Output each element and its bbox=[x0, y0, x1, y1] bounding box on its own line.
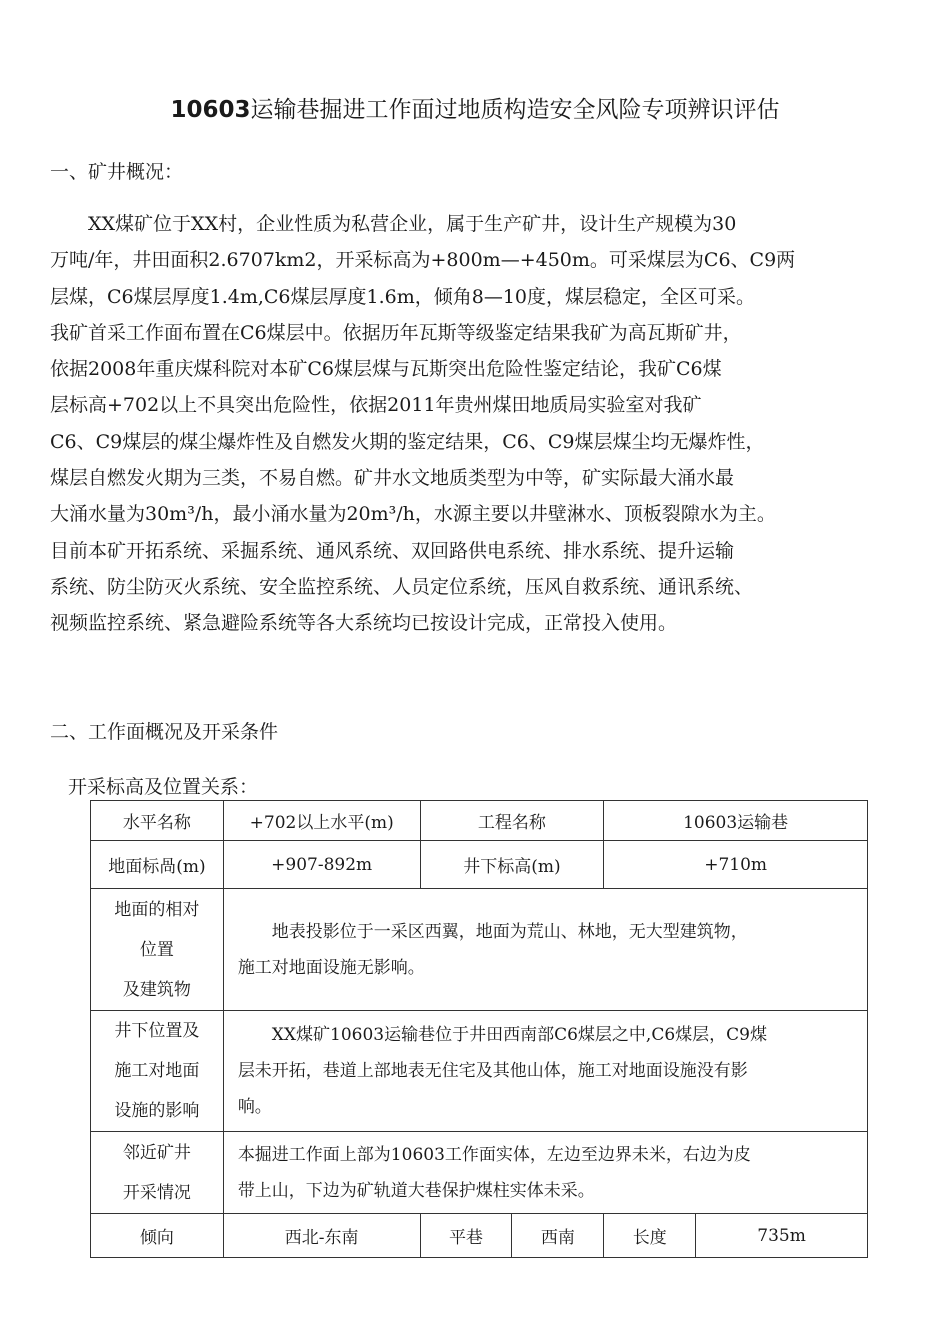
table-label-cell bbox=[91, 1132, 224, 1214]
table-cell: 西南 bbox=[512, 1214, 604, 1258]
cell-line: 响。 bbox=[237, 1097, 272, 1117]
table-cell: +702以上水平(m) bbox=[223, 801, 420, 841]
table-cell: 工程名称 bbox=[420, 801, 604, 841]
table-caption: 开采标高及位置关系： bbox=[68, 776, 259, 798]
cell-line: XX煤矿10603运输巷位于井田西南部C6煤层之中,C6煤层，C9煤 bbox=[237, 1025, 767, 1045]
para-line: 煤层自燃发火期为三类，不易自燃。矿井水文地质类型为中等，矿实际最大涌水最 bbox=[50, 467, 735, 490]
para-line: 依据2008年重庆煤科院对本矿C6煤层煤与瓦斯突出危险性鉴定结论，我矿C6煤 bbox=[50, 358, 722, 381]
label-line: 设施的影响 bbox=[114, 1101, 200, 1121]
table-cell: 井下标高(m) bbox=[420, 841, 604, 889]
para-line: 目前本矿开拓系统、采掘系统、通风系统、双回路供电系统、排水系统、提升运输 bbox=[50, 539, 735, 562]
cell-line: 施工对地面设施无影响。 bbox=[237, 957, 425, 978]
para-line: 系统、防尘防灭火系统、安全监控系统、人员定位系统，压风自救系统、通讯系统、 bbox=[50, 575, 754, 598]
mine-overview-paragraph bbox=[50, 206, 912, 642]
table-row bbox=[91, 801, 868, 841]
table-cell: 735m bbox=[696, 1214, 868, 1258]
document-title bbox=[0, 93, 950, 127]
table-text-cell bbox=[223, 1011, 867, 1132]
table-label-cell bbox=[91, 1011, 224, 1132]
table-row bbox=[91, 889, 868, 1011]
cell-line: 带上山，下边为矿轨道大巷保护煤柱实体未采。 bbox=[237, 1180, 595, 1201]
label-line: 施工对地面 bbox=[114, 1061, 200, 1081]
table-text-cell bbox=[223, 1132, 867, 1214]
para-line: 我矿首采工作面布置在C6煤层中。依据历年瓦斯等级鉴定结果我矿为高瓦斯矿井， bbox=[50, 321, 742, 344]
section-heading-2: 二、工作面概况及开采条件 bbox=[50, 721, 279, 743]
table-label-cell bbox=[91, 889, 224, 1011]
table-cell: +907-892m bbox=[223, 841, 420, 889]
table-cell: 长度 bbox=[604, 1214, 696, 1258]
table-cell: 水平名称 bbox=[91, 801, 224, 841]
table-cell: 地面标咼(m) bbox=[91, 841, 224, 889]
label-line: 开采情况 bbox=[122, 1182, 191, 1203]
mining-conditions-table bbox=[90, 800, 868, 1258]
label-line: 地面的相对 bbox=[114, 899, 200, 920]
table-cell: 平巷 bbox=[420, 1214, 512, 1258]
section-heading-1: 一、矿井概况： bbox=[50, 161, 184, 183]
label-line: 位置 bbox=[139, 939, 174, 960]
cell-line: 本掘进工作面上部为10603工作面实体，左边至边界未米，右边为皮 bbox=[237, 1144, 751, 1165]
table-cell: 倾向 bbox=[91, 1214, 224, 1258]
para-line: 视频监控系统、紧急避险系统等各大系统均已按设计完成，正常投入使用。 bbox=[50, 612, 678, 635]
table-row bbox=[91, 841, 868, 889]
cell-line: 地表投影位于一采区西翼，地面为荒山、林地，无大型建筑物， bbox=[237, 921, 748, 942]
title-text: 运输巷掘进工作面过地质构造安全风险专项辨识评估 bbox=[250, 97, 780, 123]
label-line: 井下位置及 bbox=[114, 1021, 200, 1041]
para-line: XX煤矿位于XX村，企业性质为私营企业，属于生产矿井，设计生产规模为30 bbox=[50, 213, 737, 235]
title-number: 10603 bbox=[170, 97, 251, 123]
label-line: 及建筑物 bbox=[122, 979, 191, 1000]
para-line: 层煤，C6煤层厚度1.4m,C6煤层厚度1.6m，倾角8—10度，煤层稳定，全区可采。 bbox=[50, 285, 756, 308]
table-cell: 西北-东南 bbox=[223, 1214, 420, 1258]
label-line: 邻近矿井 bbox=[122, 1142, 191, 1163]
para-line: 万吨/年，井田面积2.6707km2，开采标高为+800m—+450m。可采煤层为C6、C9两 bbox=[50, 249, 796, 272]
cell-line: 层未开拓，巷道上部地表无住宅及其他山体，施工对地面设施没有影 bbox=[237, 1061, 748, 1081]
table-cell: +710m bbox=[604, 841, 868, 889]
para-line: 层标高+702以上不具突出危险性，依据2011年贵州煤田地质局实验室对我矿 bbox=[50, 394, 702, 417]
table-text-cell bbox=[223, 889, 867, 1011]
para-line: C6、C9煤层的煤尘爆炸性及自燃发火期的鉴定结果，C6、C9煤层煤尘均无爆炸性， bbox=[50, 430, 765, 453]
table-row bbox=[91, 1214, 868, 1258]
para-line: 大涌水量为30m³/h，最小涌水量为20m³/h，水源主要以井壁淋水、顶板裂隙水为主。 bbox=[50, 503, 776, 526]
table-row bbox=[91, 1011, 868, 1132]
table-row bbox=[91, 1132, 868, 1214]
table-cell: 10603运输巷 bbox=[604, 801, 868, 841]
